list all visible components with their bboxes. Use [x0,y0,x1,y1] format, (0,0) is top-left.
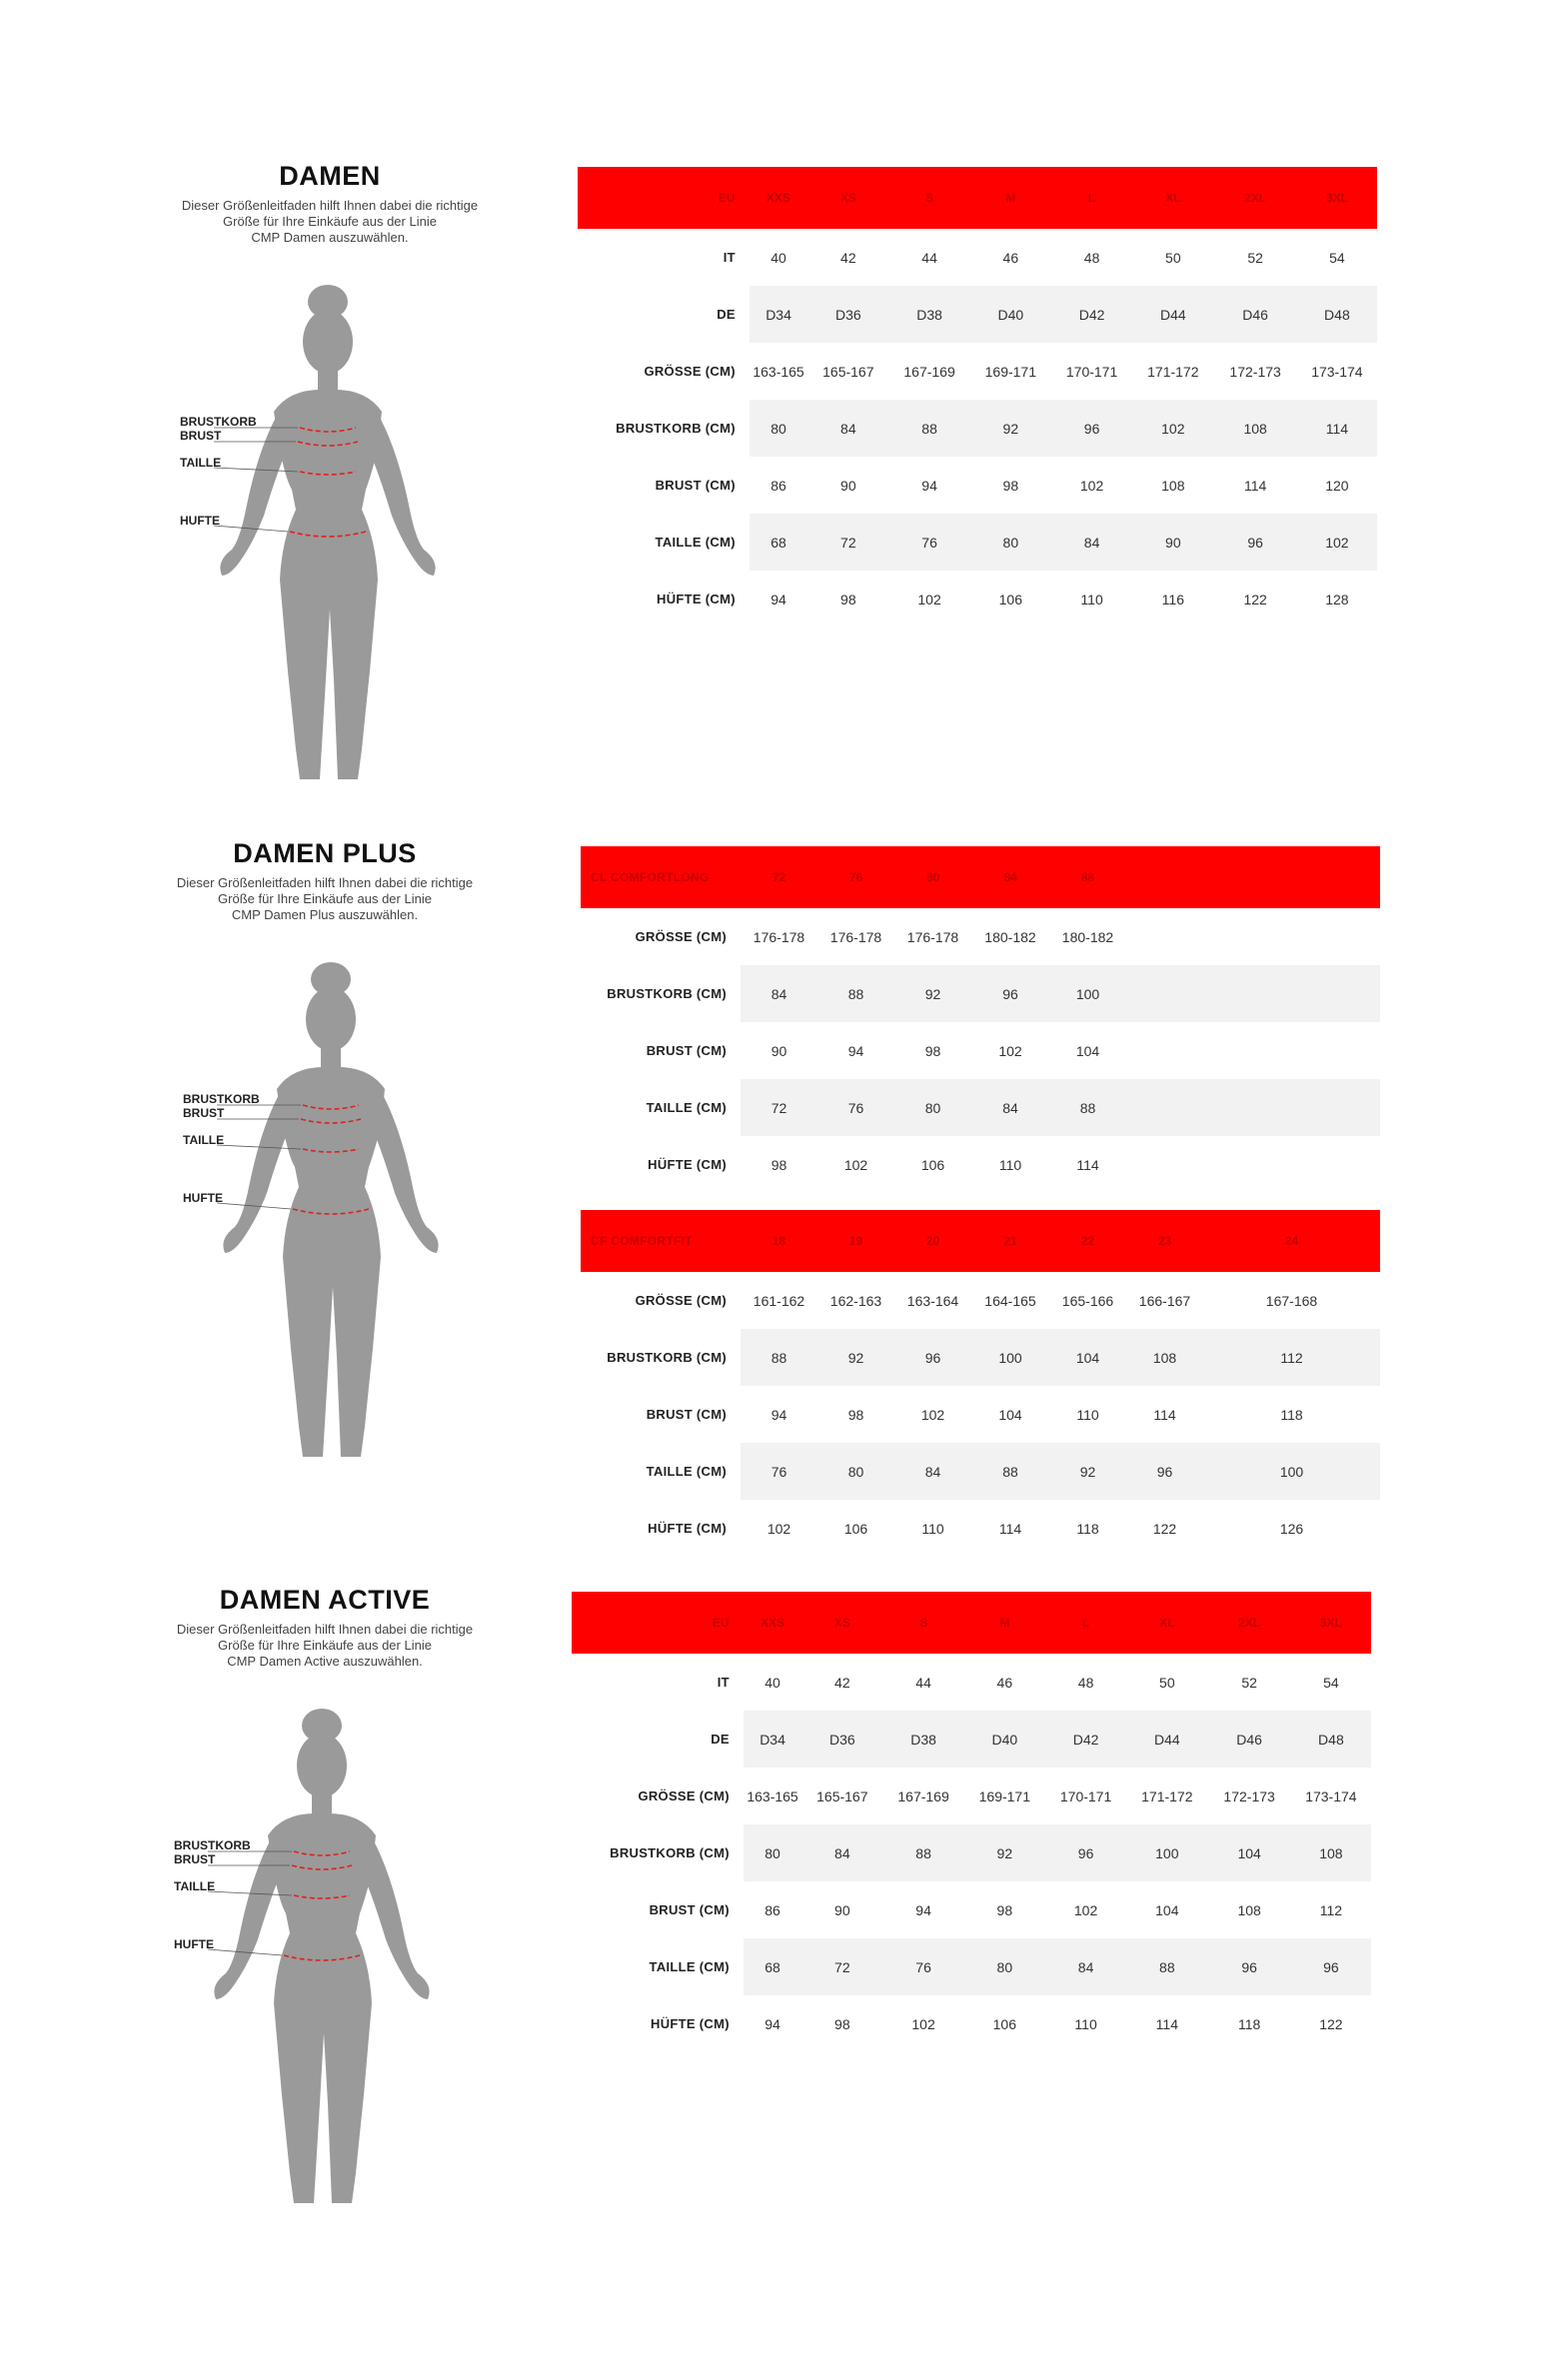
table-cell: 100 [1126,1824,1207,1881]
header-cell: L [1045,1592,1126,1654]
table-cell: 84 [971,1079,1049,1136]
table-cell: 44 [915,1674,931,1691]
table-cell: D38 [888,286,969,343]
table-cell: 112 [1203,1329,1380,1386]
table-cell: D40 [964,1711,1045,1768]
table-cell: 100 [1203,1443,1380,1500]
table-row [578,400,1377,457]
damen-active-intro [125,1584,525,1670]
label-brustkorb: BRUSTKORB [174,1838,251,1852]
damen-plus-intro [125,837,525,923]
table-cell: 118 [1280,1406,1303,1423]
table-cell: 88 [888,400,969,457]
table-cell: 161-162 [753,1292,805,1309]
table-cell: 48 [1083,249,1100,266]
table-row [572,1824,1371,1881]
row-label: TAILLE (CM) [581,1079,741,1136]
table-cell: 128 [1325,591,1349,607]
table-cell: 173-174 [1311,363,1363,380]
table-cell: 88 [971,1443,1049,1500]
table-cell: 80 [744,1824,801,1881]
row-label: TAILLE (CM) [572,1938,744,1995]
table-row [581,965,1380,1022]
table-cell: 96 [971,965,1049,1022]
table-cell: 165-166 [1061,1292,1114,1309]
table-cell: 122 [1152,1520,1177,1537]
label-brustkorb: BRUSTKORB [183,1092,260,1106]
table-cell: 100 [971,1329,1049,1386]
table-cell: 170-171 [1059,1787,1112,1804]
table-cell: 84 [807,400,888,457]
table-cell: D42 [1045,1711,1126,1768]
table-cell: 68 [744,1938,801,1995]
table-cell: 104 [1049,1329,1126,1386]
table-cell [1126,908,1203,965]
table-cell: 180-182 [1061,928,1114,945]
table-cell: 52 [1247,249,1263,266]
header-cell: 23 [1126,1210,1203,1272]
table-cell: 110 [921,1520,944,1537]
header-cell: 22 [1049,1210,1126,1272]
table-cell: 98 [834,2015,850,2032]
table-cell: 80 [817,1443,894,1500]
label-hufte: HUFTE [183,1191,223,1205]
table-cell: 176-178 [753,928,805,945]
table-cell: 118 [1076,1520,1099,1537]
table-cell: 114 [1153,1406,1176,1423]
table-row [581,1136,1380,1193]
female-silhouette-icon [170,280,450,789]
table-cell: 171-172 [1141,1787,1193,1804]
table-cell: 98 [924,1042,941,1059]
table-row [578,343,1377,400]
row-label: BRUSTKORB (CM) [578,400,750,457]
table-header-row [581,846,1380,908]
table-cell: 167-169 [903,363,955,380]
table-cell: 84 [894,1443,971,1500]
table-cell [1203,1079,1380,1136]
row-label: HÜFTE (CM) [651,2016,730,2031]
table-cell: 96 [1045,1824,1126,1881]
table-cell [1203,965,1380,1022]
table-cell: 180-182 [984,928,1036,945]
table-cell: 90 [770,1042,787,1059]
table-cell: 102 [767,1520,791,1537]
row-label: DE [578,286,750,343]
table-row [578,514,1377,571]
table-cell: 172-173 [1223,1787,1275,1804]
table-cell: 110 [998,1156,1022,1173]
table-cell: D46 [1207,1711,1290,1768]
table-row [572,1768,1371,1824]
label-taille: TAILLE [174,1879,216,1893]
table-row [581,1443,1380,1500]
table-cell: 94 [770,1406,787,1423]
table-cell: 96 [1213,514,1296,571]
table-cell: 104 [1207,1824,1290,1881]
table-cell: 100 [1049,965,1126,1022]
header-cell: 19 [817,1210,894,1272]
table-cell: 118 [1237,2015,1261,2032]
table-cell: 88 [1126,1938,1207,1995]
table-cell: 102 [843,1156,868,1173]
table-cell: 114 [1076,1156,1099,1173]
table-cell: 76 [882,1938,963,1995]
table-cell: 92 [817,1329,894,1386]
table-cell: 96 [1126,1443,1203,1500]
table-row [581,1329,1380,1386]
table-row [578,457,1377,514]
table-cell: 166-167 [1138,1292,1191,1309]
table-cell: 108 [1213,400,1296,457]
table-cell: D36 [801,1711,882,1768]
table-cell: 108 [1126,1329,1203,1386]
header-cell: 2XL [1213,167,1296,229]
row-label: GRÖSSE (CM) [635,1293,727,1308]
table-cell: 112 [1319,1901,1343,1918]
table-cell: 104 [1075,1042,1100,1059]
table-row [572,1938,1371,1995]
header-cell: 84 [971,846,1049,908]
header-cell: XXS [750,167,807,229]
table-cell: 98 [1002,477,1019,494]
body-figure [173,957,453,1467]
table-cell: 94 [765,2015,780,2032]
table-cell: 104 [998,1406,1022,1423]
table-cell: 116 [1161,591,1184,607]
table-cell: D36 [807,286,888,343]
table-row [572,1881,1371,1938]
section-title: DAMEN PLUS [233,838,417,868]
header-cell: M [964,1592,1045,1654]
table-cell: 102 [1132,400,1213,457]
size-table-comfortfit [581,1210,1380,1557]
table-cell [1203,1136,1380,1193]
table-cell: 80 [964,1938,1045,1995]
table-cell: 42 [834,1674,850,1691]
female-silhouette-icon [164,1704,444,2213]
table-cell: 72 [807,514,888,571]
table-row [572,1995,1371,2052]
table-cell: 126 [1279,1520,1304,1537]
table-cell: 88 [1049,1079,1126,1136]
table-cell: 84 [801,1824,882,1881]
section-description: Dieser Größenleitfaden hilft Ihnen dabei die richtige Größe für Ihre Einkäufe aus der Linie CMP Damen auszuwählen. [181,198,479,245]
row-label: BRUST (CM) [649,1902,730,1917]
table-cell: 96 [1051,400,1132,457]
table-cell: 108 [1291,1824,1371,1881]
table-cell: 52 [1241,1674,1257,1691]
header-cell: 21 [971,1210,1049,1272]
table-cell: 88 [882,1824,963,1881]
table-cell: 170-171 [1065,363,1118,380]
table-row [578,286,1377,343]
table-cell: D44 [1132,286,1213,343]
size-table-damen-active [572,1592,1371,2052]
row-label: GRÖSSE (CM) [635,929,727,944]
row-label: BRUSTKORB (CM) [572,1824,744,1881]
table-cell: 114 [1297,400,1377,457]
table-cell: 122 [1319,2015,1343,2032]
table-cell: 50 [1159,1674,1175,1691]
table-cell: 106 [998,591,1022,607]
header-cell: XL [1132,167,1213,229]
table-cell: 94 [921,477,937,494]
table-cell: 106 [992,2015,1016,2032]
label-taille: TAILLE [180,456,222,470]
size-table-damen [578,167,1377,627]
table-cell: 90 [834,1901,850,1918]
table-cell: 54 [1329,249,1345,266]
table-cell: 102 [1073,1901,1098,1918]
table-cell: 88 [817,965,894,1022]
row-label: GRÖSSE (CM) [644,364,736,379]
header-cell: 72 [741,846,817,908]
header-cell: 2XL [1207,1592,1290,1654]
table-cell: 90 [1132,514,1213,571]
table-cell: 86 [770,477,786,494]
table-cell: 114 [1243,477,1267,494]
table-cell: 167-169 [897,1787,949,1804]
table-cell: 68 [750,514,807,571]
section-description: Dieser Größenleitfaden hilft Ihnen dabei die richtige Größe für Ihre Einkäufe aus der Linie CMP Damen Active auszuwählen. [176,1622,474,1669]
table-cell: 114 [1155,2015,1178,2032]
table-cell: 46 [1002,249,1019,266]
table-cell: 102 [917,591,941,607]
header-cell: 3XL [1297,167,1377,229]
table-cell: D38 [882,1711,963,1768]
section-description: Dieser Größenleitfaden hilft Ihnen dabei die richtige Größe für Ihre Einkäufe aus der Linie CMP Damen Plus auszuwählen. [176,875,474,922]
header-cell: 24 [1203,1210,1380,1272]
table-cell: D42 [1051,286,1132,343]
table-row [578,571,1377,627]
table-cell [1126,1022,1203,1079]
table-row [572,1711,1371,1768]
table-cell: D48 [1291,1711,1371,1768]
table-cell: 162-163 [829,1292,882,1309]
header-cell: 3XL [1291,1592,1371,1654]
table-cell: 110 [1076,1406,1099,1423]
table-cell: 110 [1074,2015,1097,2032]
label-taille: TAILLE [183,1133,225,1147]
header-label: CL COMFORTLONG [581,846,741,908]
table-cell: 98 [840,591,856,607]
table-cell: 76 [817,1079,894,1136]
table-cell: D40 [970,286,1051,343]
table-cell: 102 [1079,477,1104,494]
table-cell: 94 [847,1042,864,1059]
table-cell: 96 [894,1329,971,1386]
table-cell: 176-178 [829,928,882,945]
table-cell: 80 [970,514,1051,571]
header-cell: XL [1126,1592,1207,1654]
table-row [581,1022,1380,1079]
label-brust: BRUST [174,1852,216,1866]
table-cell: 92 [894,965,971,1022]
section-title: DAMEN [279,161,381,191]
row-label: DE [572,1711,744,1768]
row-label: HÜFTE (CM) [648,1157,727,1172]
table-cell: D44 [1126,1711,1207,1768]
table-cell: 104 [1155,1901,1179,1918]
header-cell: L [1051,167,1132,229]
row-label: IT [723,250,736,265]
table-cell: 172-173 [1229,363,1281,380]
table-cell [1203,908,1380,965]
table-cell: 171-172 [1147,363,1199,380]
header-cell [1203,846,1380,908]
table-cell: 40 [770,249,786,266]
table-cell: 102 [911,2015,935,2032]
table-cell: 96 [1291,1938,1371,1995]
header-cell: M [970,167,1051,229]
row-label: BRUST (CM) [646,1407,727,1422]
table-cell: 108 [1161,477,1185,494]
table-cell: 102 [998,1042,1022,1059]
body-figure [164,1704,444,2213]
table-cell: 92 [964,1824,1045,1881]
row-label: HÜFTE (CM) [648,1521,727,1536]
table-cell: 163-165 [753,363,804,380]
table-cell: D34 [744,1711,801,1768]
table-header-row [578,167,1377,229]
table-row [581,908,1380,965]
header-cell [1126,846,1203,908]
table-cell [1126,1079,1203,1136]
table-cell: 94 [770,591,786,607]
table-cell: 44 [921,249,937,266]
row-label: BRUSTKORB (CM) [581,1329,741,1386]
table-cell: 106 [843,1520,868,1537]
table-cell: D46 [1213,286,1296,343]
table-cell: 76 [741,1443,817,1500]
header-label: CF COMFORTFIT [581,1210,741,1272]
table-cell: 173-174 [1305,1787,1357,1804]
table-cell: 90 [840,477,856,494]
row-label: GRÖSSE (CM) [638,1788,730,1803]
table-cell: 42 [840,249,856,266]
table-cell: 40 [765,1674,780,1691]
table-cell: 110 [1080,591,1103,607]
table-cell: 176-178 [906,928,959,945]
table-cell: 80 [750,400,807,457]
table-cell: 163-165 [747,1787,798,1804]
table-cell: 72 [741,1079,817,1136]
table-cell: 114 [998,1520,1022,1537]
table-row [581,1500,1380,1557]
table-cell: 92 [970,400,1051,457]
table-cell: 84 [1051,514,1132,571]
table-cell: D34 [750,286,807,343]
header-label: EU [578,167,750,229]
table-cell: 169-171 [984,363,1037,380]
header-cell: S [888,167,969,229]
header-cell: 88 [1049,846,1126,908]
table-cell: 46 [996,1674,1013,1691]
table-cell: 122 [1243,591,1267,607]
table-cell: 98 [847,1406,864,1423]
table-cell: D48 [1297,286,1377,343]
section-title: DAMEN ACTIVE [219,1585,431,1615]
row-label: BRUST (CM) [646,1043,727,1058]
table-cell [1126,965,1203,1022]
table-cell: 120 [1325,477,1349,494]
table-cell: 76 [888,514,969,571]
row-label: TAILLE (CM) [581,1443,741,1500]
table-header-row [581,1210,1380,1272]
row-label: BRUSTKORB (CM) [581,965,741,1022]
female-silhouette-icon [173,957,453,1467]
label-hufte: HUFTE [174,1937,214,1951]
table-cell [1126,1136,1203,1193]
table-cell: 80 [894,1079,971,1136]
table-cell: 165-167 [816,1787,868,1804]
header-cell: XS [807,167,888,229]
table-cell: 98 [996,1901,1013,1918]
table-cell: 94 [915,1901,931,1918]
table-cell: 92 [1049,1443,1126,1500]
table-row [578,229,1377,286]
table-cell: 96 [1207,1938,1290,1995]
header-cell: 80 [894,846,971,908]
row-label: TAILLE (CM) [578,514,750,571]
table-cell: 108 [1237,1901,1261,1918]
table-cell: 48 [1077,1674,1094,1691]
header-label: EU [572,1592,744,1654]
label-hufte: HUFTE [180,514,220,528]
table-cell: 50 [1165,249,1181,266]
label-brustkorb: BRUSTKORB [180,415,257,429]
header-cell: 18 [741,1210,817,1272]
table-cell: 84 [741,965,817,1022]
row-label: HÜFTE (CM) [657,592,736,606]
table-cell: 169-171 [978,1787,1031,1804]
table-cell: 163-164 [906,1292,959,1309]
label-brust: BRUST [180,429,222,443]
size-table-comfortlong [581,846,1380,1193]
table-cell: 102 [1297,514,1377,571]
table-row [581,1386,1380,1443]
table-cell: 167-168 [1265,1292,1318,1309]
table-header-row [572,1592,1371,1654]
table-cell: 72 [801,1938,882,1995]
header-cell: S [882,1592,963,1654]
table-cell: 106 [920,1156,945,1173]
body-figure [170,280,450,789]
table-row [581,1079,1380,1136]
header-cell: XXS [744,1592,801,1654]
header-cell: 20 [894,1210,971,1272]
table-cell: 86 [765,1901,780,1918]
table-cell: 102 [920,1406,945,1423]
table-cell: 54 [1323,1674,1339,1691]
table-cell: 88 [741,1329,817,1386]
row-label: BRUST (CM) [655,478,736,493]
table-row [572,1654,1371,1711]
header-cell: XS [801,1592,882,1654]
label-brust: BRUST [183,1106,225,1120]
damen-intro [130,160,530,246]
row-label: IT [717,1675,730,1690]
header-cell: 76 [817,846,894,908]
table-row [581,1272,1380,1329]
table-cell: 165-167 [822,363,874,380]
table-cell [1203,1022,1380,1079]
table-cell: 98 [770,1156,787,1173]
table-cell: 164-165 [984,1292,1036,1309]
table-cell: 84 [1045,1938,1126,1995]
